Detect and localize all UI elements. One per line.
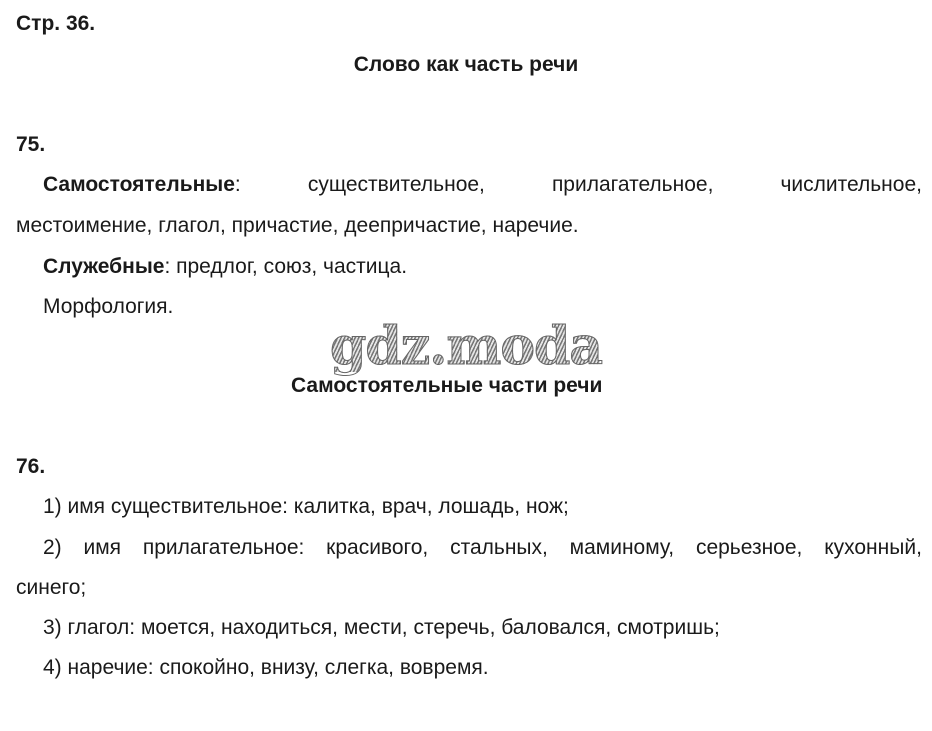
list-item-adjective-line2: синего; [16,576,87,599]
word: 2) [43,536,62,559]
list-item-verb: 3) глагол: моется, находиться, мести, стеречь, баловался, смотришь; [43,616,720,639]
exercise-number-75: 75. [16,133,46,156]
word: серьезное, [695,536,803,559]
list-item-adverb: 4) наречие: спокойно, внизу, слегка, вовремя. [43,656,489,679]
word: маминому, [569,536,675,559]
exercise-number-76: 76. [16,455,46,478]
word: стальных, [450,536,548,559]
list-item-noun: 1) имя существительное: калитка, врач, лошадь, нож; [43,495,569,518]
service-list: : предлог, союз, частица. [164,255,408,278]
service-parts-line [43,255,407,279]
independent-parts-line2: местоимение, глагол, причастие, деепричастие, наречие. [16,214,579,237]
service-label: Служебные [43,255,165,278]
section-title-word-as-part-of-speech: Слово как часть речи [353,53,579,76]
independent-label-group [43,173,241,197]
word: прилагательное: [142,536,305,559]
independent-colon: : [234,173,241,196]
independent-label: Самостоятельные [43,173,235,196]
word-numeral: числительное, [780,173,922,196]
morphology-answer: Морфология. [43,295,174,318]
word: кухонный, [824,536,922,559]
section-title-independent-parts: Самостоятельные части речи [291,374,603,397]
word-noun: существительное, [307,173,485,196]
word: имя [83,536,122,559]
page-label: Стр. 36. [16,12,96,35]
list-item-adjective-line1 [43,536,922,560]
watermark-logo: gdz.moda [330,316,603,377]
word: красивого, [326,536,429,559]
word-adjective: прилагательное, [551,173,714,196]
independent-parts-line1 [43,173,922,197]
